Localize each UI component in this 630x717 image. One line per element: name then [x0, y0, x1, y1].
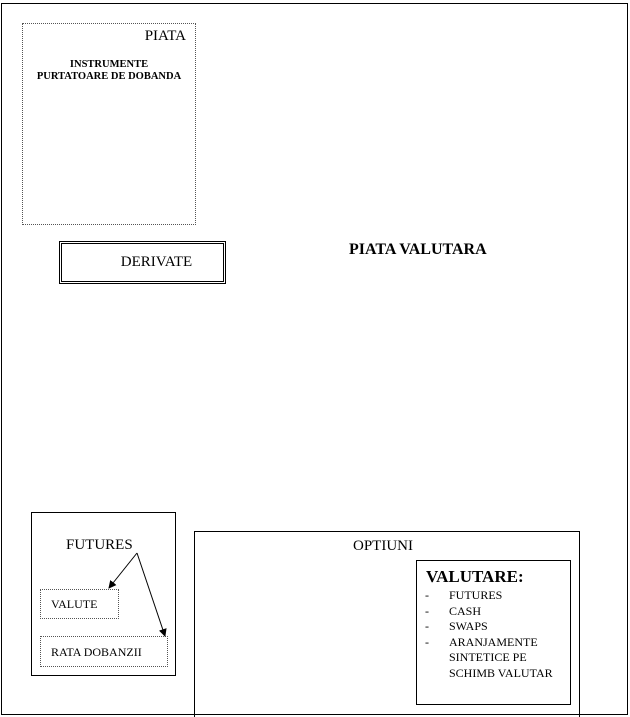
piata-subtitle-line1: INSTRUMENTE	[69, 59, 149, 70]
valutare-item-text: ARANJAMENTE SINTETICE PE SCHIMB VALUTAR	[449, 634, 553, 680]
piata-title: PIATA	[144, 28, 186, 44]
futures-label: FUTURES	[66, 537, 133, 553]
optiuni-label: OPTIUNI	[353, 538, 413, 554]
arrow-futures-to-valute	[109, 553, 137, 588]
valutare-item-text: CASH	[449, 603, 482, 618]
valute-label: VALUTE	[51, 597, 98, 611]
list-dash: -	[425, 634, 429, 649]
arrow-futures-to-rata-dobanzii	[137, 553, 165, 636]
piata-valutara-heading: PIATA VALUTARA	[349, 241, 487, 258]
derivate-label: DERIVATE	[120, 254, 193, 270]
valutare-title: VALUTARE:	[426, 567, 524, 586]
valutare-item-text: SWAPS	[449, 619, 488, 633]
piata-subtitle-line2: PURTATOARE DE DOBANDA	[36, 71, 182, 82]
rata-dobanzii-label: RATA DOBANZII	[51, 645, 142, 659]
list-dash: -	[425, 588, 429, 602]
list-dash: -	[425, 619, 429, 633]
list-dash: -	[425, 603, 429, 618]
valutare-item-text: FUTURES	[449, 588, 503, 602]
